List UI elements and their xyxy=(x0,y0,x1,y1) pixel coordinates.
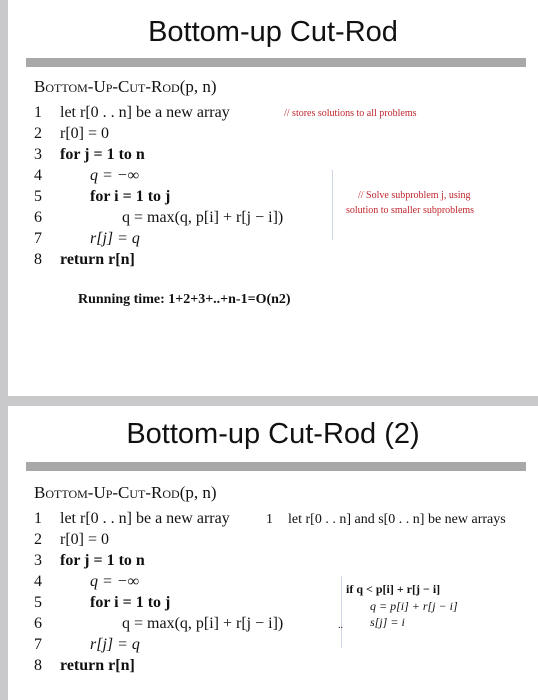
procedure-args: (p, n) xyxy=(179,77,217,96)
slide-1 xyxy=(8,0,538,396)
code-line xyxy=(34,615,283,633)
line-number: 3 xyxy=(34,552,42,569)
line-number: 4 xyxy=(34,573,42,590)
code-line xyxy=(34,167,139,185)
slide-title: Bottom-up Cut-Rod (2) xyxy=(126,418,420,450)
alt-line-text: let r[0 . . n] and s[0 . . n] be new arrays xyxy=(288,512,506,527)
code-text: r[0] = 0 xyxy=(60,125,110,142)
procedure-args: (p, n) xyxy=(179,483,217,502)
code-line xyxy=(34,552,145,570)
code-text: q = −∞ xyxy=(90,167,139,184)
line-number: 5 xyxy=(34,594,42,611)
alt-line-1 xyxy=(266,512,506,528)
comment-solution: solution to smaller subproblems xyxy=(346,205,475,216)
small-mark: .. xyxy=(338,620,343,631)
code-text: q = max(q, p[i] + r[j − i]) xyxy=(122,615,284,632)
code-text: return r[n] xyxy=(60,657,135,674)
code-line xyxy=(34,594,170,612)
code-text: for j = 1 to n xyxy=(60,146,145,163)
code-line xyxy=(34,531,109,549)
code-line xyxy=(34,146,145,164)
code-text: q = −∞ xyxy=(90,573,139,590)
annotation-line xyxy=(341,576,342,648)
running-time: Running time: 1+2+3+..+n-1=O(n2) xyxy=(78,292,291,307)
title-rule xyxy=(26,58,526,67)
line-number: 1 xyxy=(34,510,42,527)
line-number: 7 xyxy=(34,636,42,653)
line-number: 8 xyxy=(34,657,42,674)
code-line xyxy=(34,230,140,248)
line-number: 5 xyxy=(34,188,42,205)
if-assign-q: q = p[i] + r[j − i] xyxy=(370,599,458,613)
code-text: r[0] = 0 xyxy=(60,531,110,548)
line-number: 1 xyxy=(34,104,42,121)
line-number: 3 xyxy=(34,146,42,163)
title-rule xyxy=(26,462,526,471)
if-assign-s: s[j] = i xyxy=(370,615,405,629)
code-text: r[j] = q xyxy=(90,636,140,653)
slide-separator xyxy=(8,396,538,406)
code-text: let r[0 . . n] be a new array xyxy=(60,510,230,527)
annotation-line xyxy=(332,170,333,240)
line-number: 6 xyxy=(34,615,42,632)
code-text: for i = 1 to j xyxy=(90,188,171,205)
line-number: 7 xyxy=(34,230,42,247)
comment-solve: // Solve subproblem j, using xyxy=(358,190,471,201)
left-margin-bar xyxy=(0,0,8,700)
procedure-header xyxy=(34,77,217,97)
code-line xyxy=(34,251,135,269)
if-condition: if q < p[i] + r[j − i] xyxy=(346,582,441,596)
code-line xyxy=(34,209,283,227)
code-text: return r[n] xyxy=(60,251,135,268)
code-text: r[j] = q xyxy=(90,230,140,247)
line-number: 2 xyxy=(34,531,42,548)
code-line xyxy=(34,657,135,675)
code-line xyxy=(34,573,139,591)
line-number: 8 xyxy=(34,251,42,268)
code-text: q = max(q, p[i] + r[j − i]) xyxy=(122,209,284,226)
code-line xyxy=(34,188,170,206)
line-number: 4 xyxy=(34,167,42,184)
slide-2 xyxy=(8,406,538,700)
code-line xyxy=(34,510,230,528)
slide-title: Bottom-up Cut-Rod xyxy=(148,16,398,48)
code-text: for i = 1 to j xyxy=(90,594,171,611)
code-line xyxy=(34,125,109,143)
code-line xyxy=(34,104,230,122)
line-number: 2 xyxy=(34,125,42,142)
procedure-name: Bottom-Up-Cut-Rod xyxy=(34,483,180,502)
code-line xyxy=(34,636,140,654)
comment-stores: // stores solutions to all problems xyxy=(284,108,417,119)
alt-line-number: 1 xyxy=(266,512,273,527)
code-text: let r[0 . . n] be a new array xyxy=(60,104,230,121)
procedure-header xyxy=(34,483,217,503)
code-text: for j = 1 to n xyxy=(60,552,145,569)
procedure-name: Bottom-Up-Cut-Rod xyxy=(34,77,180,96)
line-number: 6 xyxy=(34,209,42,226)
